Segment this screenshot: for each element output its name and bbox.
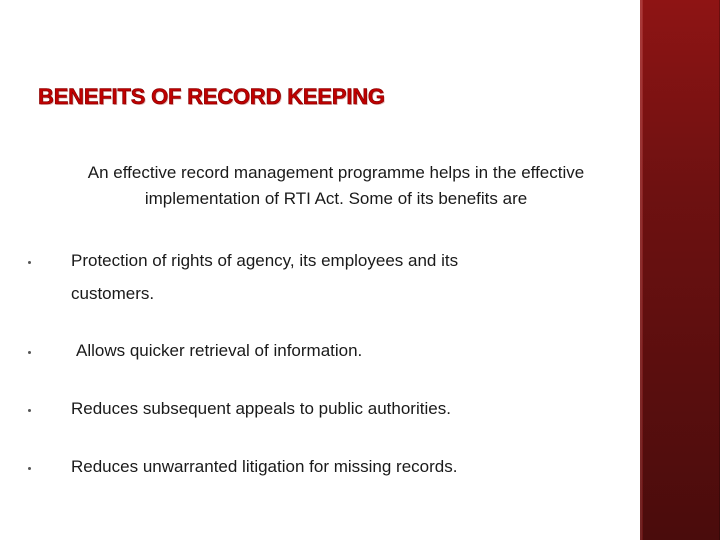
benefit-text: Reduces unwarranted litigation for missing records. (71, 457, 458, 476)
bullet-icon (28, 392, 32, 425)
benefit-text: Allows quicker retrieval of information. (76, 341, 363, 360)
bullet-icon (28, 334, 32, 367)
slide-title: BENEFITS OF RECORD KEEPING (38, 84, 385, 109)
decorative-side-bar (640, 0, 720, 540)
benefit-text: Reduces subsequent appeals to public authorities. (71, 399, 451, 418)
bullet-icon (28, 450, 32, 483)
benefit-text: Protection of rights of agency, its employees and its customers. (71, 251, 459, 303)
bullet-icon (28, 244, 32, 277)
intro-paragraph: An effective record management programme helps in the effective implementation of RTI Act. Some of its benefits are (87, 163, 585, 208)
